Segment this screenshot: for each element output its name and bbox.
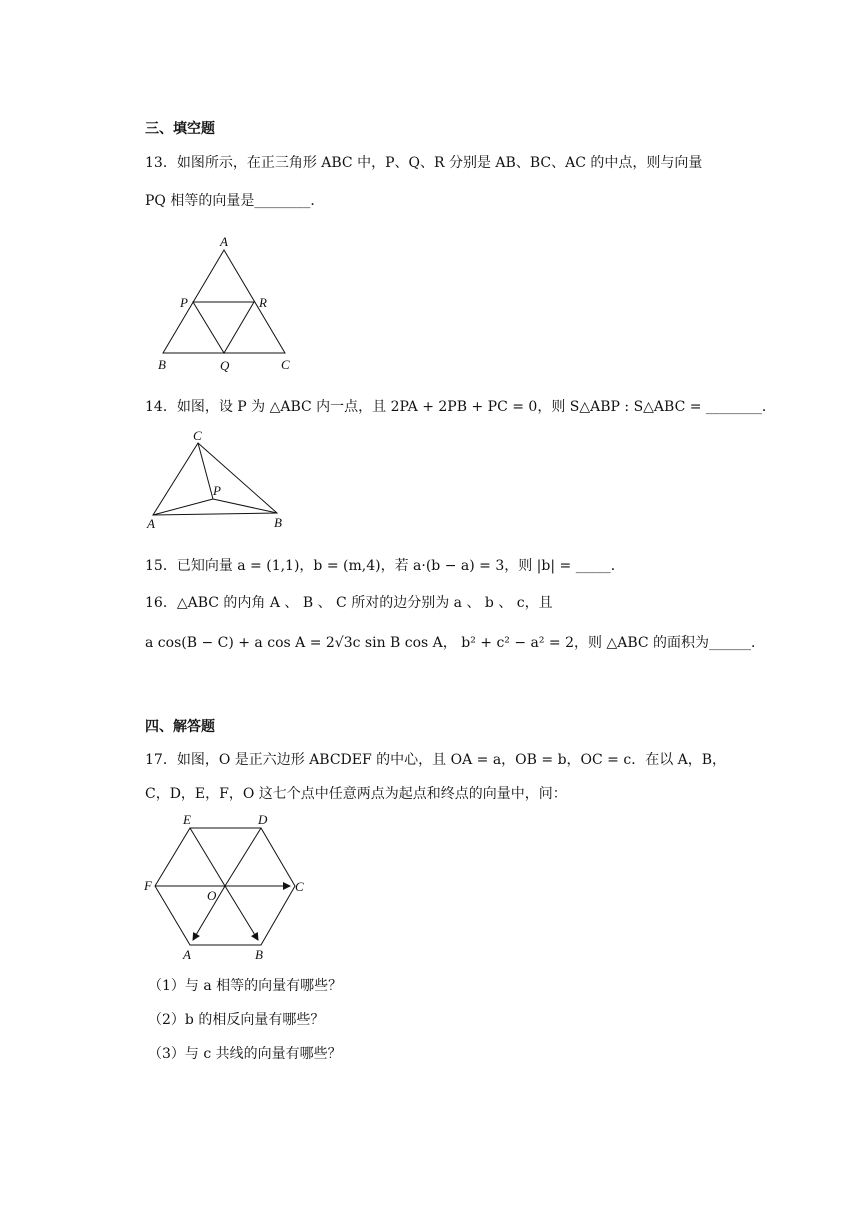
q16-text-line1: 16．△ABC 的内角 A 、 B 、 C 所对的边分别为 a 、 b 、 c，且 bbox=[145, 595, 553, 611]
q14-triangle-figure bbox=[145, 428, 295, 533]
label-b: B bbox=[158, 357, 166, 372]
label-b: B bbox=[255, 947, 263, 962]
q13-triangle-figure bbox=[150, 232, 300, 374]
triangle-pqr bbox=[193, 302, 254, 353]
label-a: A bbox=[220, 234, 228, 249]
q17-text-line1: 17．如图，O 是正六边形 ABCDEF 的中心，且 OA = a，OB = b，OC = c．在以 A，B， bbox=[145, 752, 727, 768]
q17-sub1: （1）与 a 相等的向量有哪些？ bbox=[148, 978, 343, 994]
triangle-abc bbox=[153, 443, 277, 515]
vector-ob bbox=[225, 886, 258, 940]
label-p: P bbox=[180, 295, 188, 310]
q13-text-line1: 13．如图所示，在正三角形 ABC 中，P、Q、R 分别是 AB、BC、AC 的中点，则与向量 bbox=[145, 155, 703, 171]
label-p: P bbox=[213, 483, 221, 498]
label-c: C bbox=[193, 428, 202, 443]
label-f: F bbox=[144, 878, 152, 893]
label-a: A bbox=[183, 947, 191, 962]
label-b: B bbox=[274, 515, 282, 530]
label-c: C bbox=[295, 879, 304, 894]
q13-text-line2: PQ 相等的向量是________． bbox=[145, 193, 325, 209]
q16-text-line2: a cos(B − C) + a cos A = 2√3c sin B cos A， b² + c² − a² = 2，则 △ABC 的面积为______． bbox=[145, 635, 766, 651]
q17-sub3: （3）与 c 共线的向量有哪些？ bbox=[148, 1046, 342, 1062]
q14-text-line1: 14．如图，设 P 为 △ABC 内一点，且 2PA + 2PB + PC = 0，则 S△ABP : S△ABC = ________． bbox=[145, 399, 776, 415]
q17-text-line2: C，D，E，F，O 这七个点中任意两点为起点和终点的向量中，问： bbox=[145, 786, 567, 802]
label-c: C bbox=[281, 357, 290, 372]
q17-sub2: （2）b 的相反向量有哪些？ bbox=[148, 1012, 325, 1028]
section-title-answer: 四、解答题 bbox=[145, 719, 215, 735]
label-o: O bbox=[207, 888, 217, 903]
label-r: R bbox=[259, 295, 267, 310]
label-d: D bbox=[258, 812, 268, 827]
label-a: A bbox=[147, 516, 155, 531]
section-title-fill-in: 三、填空题 bbox=[145, 121, 215, 137]
q15-text: 15．已知向量 a = (1,1)，b = (m,4)，若 a·(b − a) = 3，则 |b| = _____． bbox=[145, 558, 625, 574]
q17-hexagon-figure bbox=[143, 812, 318, 962]
label-q: Q bbox=[220, 358, 230, 373]
label-e: E bbox=[183, 812, 191, 827]
